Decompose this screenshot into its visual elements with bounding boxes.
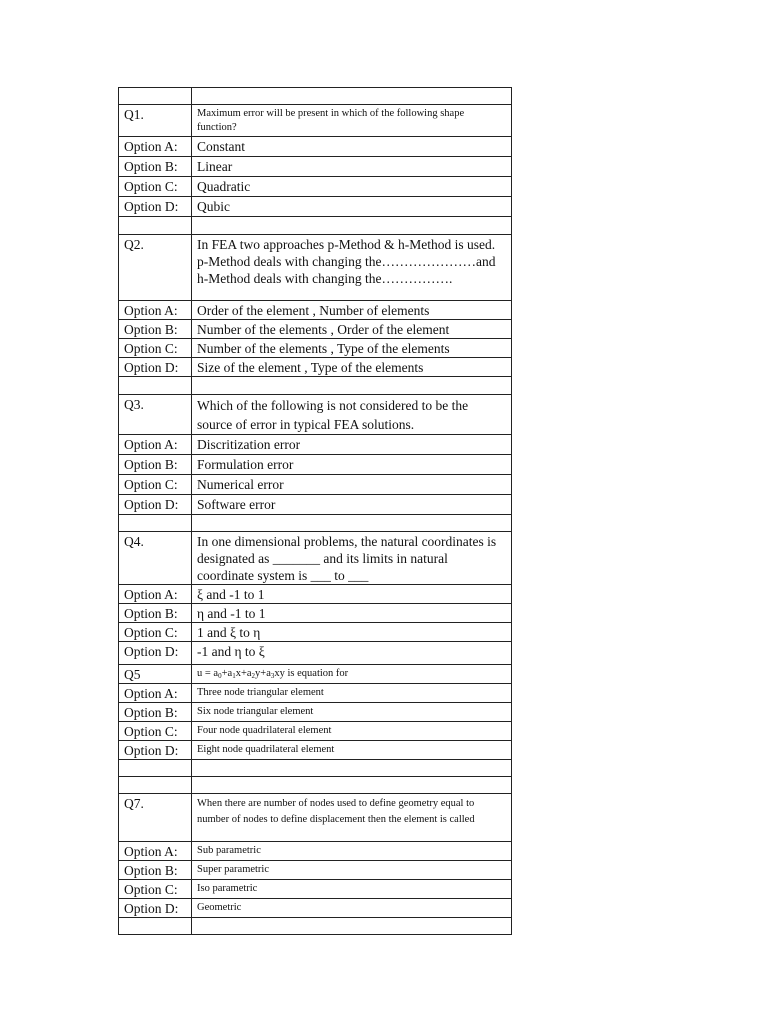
option-row — [119, 861, 512, 880]
option-label: Option C: — [119, 177, 192, 197]
option-label: Option B: — [119, 157, 192, 177]
option-text: Three node triangular element — [192, 684, 512, 703]
option-text: Discritization error — [192, 435, 512, 455]
spacer-row — [119, 777, 512, 794]
question-number: Q1. — [119, 105, 192, 137]
option-label: Option A: — [119, 137, 192, 157]
option-text: Formulation error — [192, 455, 512, 475]
option-label: Option C: — [119, 475, 192, 495]
option-label: Option A: — [119, 684, 192, 703]
option-text: Number of the elements , Order of the element — [192, 320, 512, 339]
spacer-row — [119, 515, 512, 532]
option-label: Option B: — [119, 861, 192, 880]
option-text: Iso parametric — [192, 880, 512, 899]
spacer-row — [119, 918, 512, 935]
question-row — [119, 794, 512, 842]
option-text: η and -1 to 1 — [192, 604, 512, 623]
option-text: Constant — [192, 137, 512, 157]
question-row — [119, 395, 512, 435]
question-number: Q7. — [119, 794, 192, 842]
question-text: $u = a_0+a_1x+a_2y+a_3xy$ is equation for — [192, 665, 512, 684]
option-row — [119, 137, 512, 157]
question-row — [119, 105, 512, 137]
option-label: Option D: — [119, 495, 192, 515]
question-text: In one dimensional problems, the natural coordinates is designated as _______ and its limits in natural coordinate system is ___ to ___ — [192, 532, 512, 585]
spacer-row — [119, 88, 512, 105]
question-number: Q5 — [119, 665, 192, 684]
question-number: Q2. — [119, 235, 192, 301]
option-text: -1 and η to ξ — [192, 642, 512, 665]
option-label: Option C: — [119, 722, 192, 741]
option-row — [119, 177, 512, 197]
option-label: Option A: — [119, 301, 192, 320]
option-row — [119, 899, 512, 918]
option-label: Option D: — [119, 358, 192, 377]
question-row — [119, 235, 512, 301]
spacer-row — [119, 377, 512, 395]
question-text: When there are number of nodes used to define geometry equal to number of nodes to define displacement then the element is called — [192, 794, 512, 842]
option-row — [119, 320, 512, 339]
question-text: In FEA two approaches p-Method & h-Method is used. p-Method deals with changing the…………………and h-Method deals with changing the……………. — [192, 235, 512, 301]
option-row — [119, 475, 512, 495]
option-text: Four node quadrilateral element — [192, 722, 512, 741]
option-row — [119, 339, 512, 358]
question-table — [118, 87, 512, 935]
option-label: Option A: — [119, 842, 192, 861]
spacer-row — [119, 217, 512, 235]
question-row — [119, 665, 512, 684]
option-text: Software error — [192, 495, 512, 515]
option-text: Quadratic — [192, 177, 512, 197]
option-label: Option B: — [119, 703, 192, 722]
option-label: Option B: — [119, 455, 192, 475]
option-row — [119, 495, 512, 515]
option-text: Order of the element , Number of elements — [192, 301, 512, 320]
option-label: Option A: — [119, 585, 192, 604]
option-text: Numerical error — [192, 475, 512, 495]
option-label: Option D: — [119, 741, 192, 760]
option-row — [119, 604, 512, 623]
option-row — [119, 642, 512, 665]
option-text: Linear — [192, 157, 512, 177]
option-row — [119, 455, 512, 475]
option-label: Option C: — [119, 880, 192, 899]
option-row — [119, 197, 512, 217]
option-label: Option A: — [119, 435, 192, 455]
option-text: Super parametric — [192, 861, 512, 880]
option-text: Eight node quadrilateral element — [192, 741, 512, 760]
option-row — [119, 880, 512, 899]
option-text: Size of the element , Type of the elements — [192, 358, 512, 377]
option-text: Qubic — [192, 197, 512, 217]
option-row — [119, 722, 512, 741]
option-row — [119, 741, 512, 760]
option-text: Sub parametric — [192, 842, 512, 861]
option-label: Option C: — [119, 623, 192, 642]
question-text: Maximum error will be present in which of the following shape function? — [192, 105, 512, 137]
option-row — [119, 301, 512, 320]
option-text: Six node triangular element — [192, 703, 512, 722]
option-label: Option D: — [119, 197, 192, 217]
option-label: Option C: — [119, 339, 192, 358]
option-text: Number of the elements , Type of the elements — [192, 339, 512, 358]
option-label: Option B: — [119, 604, 192, 623]
option-row — [119, 703, 512, 722]
option-text: ξ and -1 to 1 — [192, 585, 512, 604]
option-text: 1 and ξ to η — [192, 623, 512, 642]
option-row — [119, 842, 512, 861]
option-row — [119, 157, 512, 177]
option-label: Option D: — [119, 642, 192, 665]
option-row — [119, 358, 512, 377]
question-text: Which of the following is not considered to be the source of error in typical FEA solutions. — [192, 395, 512, 435]
option-row — [119, 623, 512, 642]
question-row — [119, 532, 512, 585]
option-row — [119, 435, 512, 455]
question-number: Q4. — [119, 532, 192, 585]
question-number: Q3. — [119, 395, 192, 435]
option-text: Geometric — [192, 899, 512, 918]
option-row — [119, 684, 512, 703]
option-row — [119, 585, 512, 604]
option-label: Option D: — [119, 899, 192, 918]
option-label: Option B: — [119, 320, 192, 339]
spacer-row — [119, 760, 512, 777]
